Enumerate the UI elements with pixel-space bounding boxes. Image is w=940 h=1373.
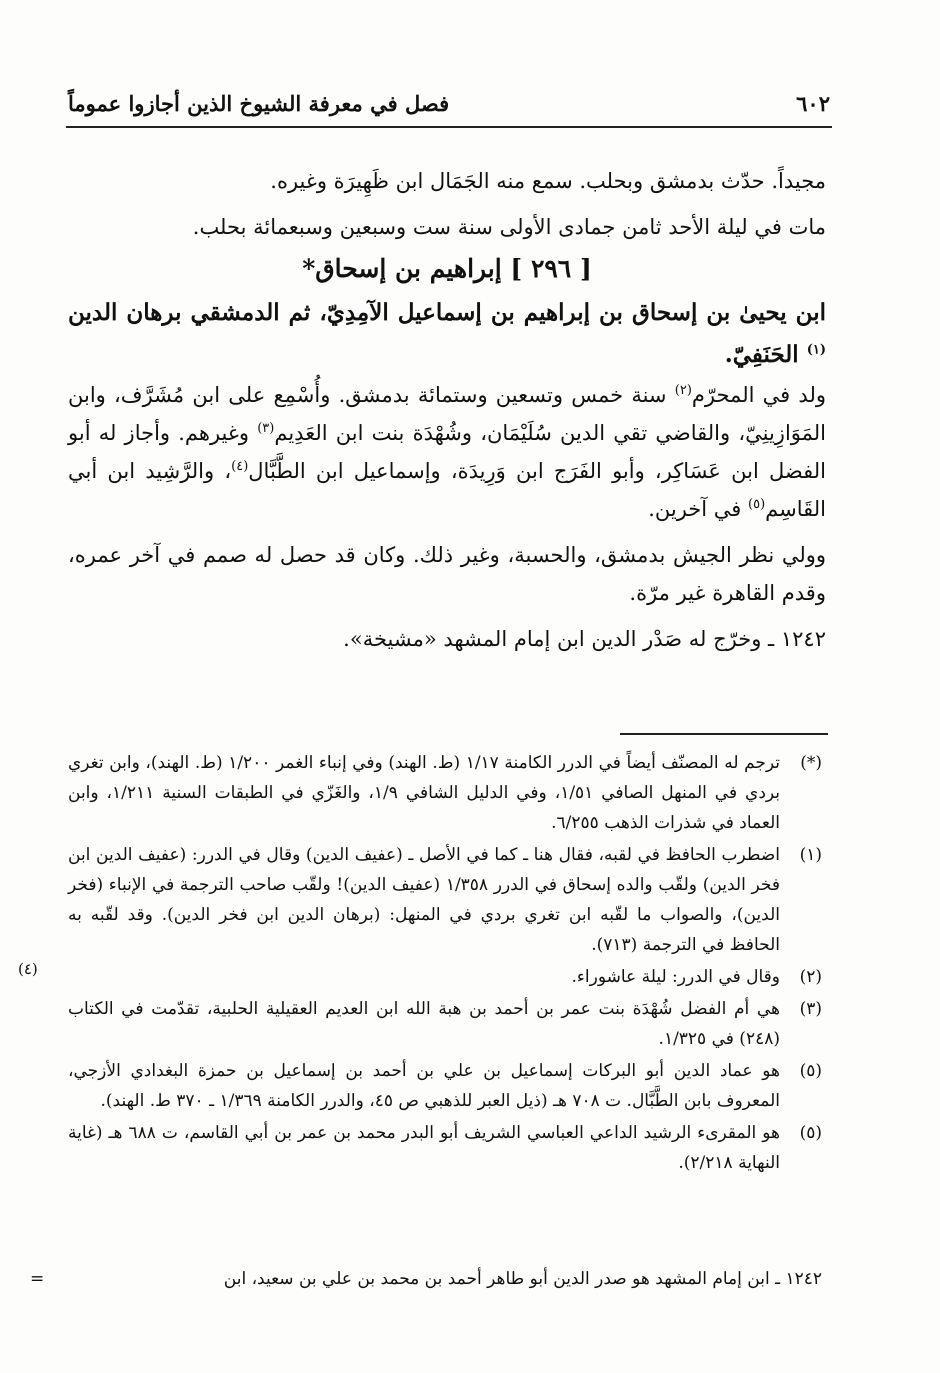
footnote-item [68,840,822,960]
footnote-ref-3: (٣) [257,421,275,436]
paragraph-3 [68,376,826,528]
entry-name-nisba: الحَنَفِيّ. [724,341,799,368]
footnote-rule [620,733,828,735]
main-text [68,162,826,658]
paragraph-3-part-e: في آخرين. [648,497,742,521]
entry-title: [ ٢٩٦ ] إبراهيم بن إسحاق* [302,254,592,283]
footnote-ref-5: (٥) [748,497,766,512]
footnote-text: ترجم له المصنّف أيضاً في الدرر الكامنة ١/١٧ (ط. الهند) وفي إنباء الغمر ١/٢٠٠ (ط. الهند)، وابن تغري بردي في المنهل الصافي ١/٥١، وفي الدليل الشافي ١/٩، والغَزّي في الطبقات السنية ١/٢١١، وابن العماد في شذرات الذهب ٦/٢٥٥. [68,753,781,833]
page-number: ٦٠٢ [796,90,830,116]
header-rule [66,126,832,128]
running-title: فصل في معرفة الشيوخ الذين أجازوا عموماً [68,90,450,116]
footnote-number: (٢) [799,967,822,987]
footnote-text: وقال في الدرر: ليلة عاشوراء. [571,967,780,987]
footnotes [68,748,822,1180]
footnote-number: (٥) [799,1123,822,1143]
footnote-number: (١) [799,845,822,865]
footnote-ref-2: (٢) [674,383,692,398]
footnote-text: اضطرب الحافظ في لقبه، فقال هنا ـ كما في الأصل ـ (عفيف الدين) وقال في الدرر: (عفيف الدين ابن فخر الدين) ولقّب والده إسحاق في الدرر ١/٣٥٨ (عفيف الدين)! ولقّب صاحب الترجمة في الإنباء (فخر الدين)، والصواب ما لقّبه ابن تغري بردي في المنهل: (برهان الدين ابن فخر الدين). وقد لقّبه به الحافظ في الترجمة (٧١٣). [68,845,780,955]
footnote-number: (٥) [799,1061,822,1081]
footnote-ref-1: (١) [806,342,826,358]
page-header [68,82,830,124]
paragraph-1: مجيداً. حدّث بدمشق وبحلب. سمع منه الجَمَال ابن ظَهِيرَة وغيره. [270,169,826,193]
continuation-mark: = [30,1269,45,1289]
footnote-item [68,1056,822,1116]
footnote-item [68,962,822,992]
margin-footnote-number: (٤) [18,960,38,978]
footnote-continuation: ١٢٤٢ ـ ابن إمام المشهد هو صدر الدين أبو طاهر أحمد بن محمد بن علي بن سعيد، ابن [223,1269,822,1289]
entry-name [68,292,826,376]
footnote-text: هو المقرىء الرشيد الداعي العباسي الشريف أبو البدر محمد بن عمر بن أبي القاسم، ت ٦٨٨ هـ (غاية النهاية ٢/٢١٨). [68,1123,780,1173]
paragraph-3-part-c: وغيرهم. وأجاز له أبو الفضل ابن عَسَاكِر، وأبو الفَرَج ابن وَرِيدَة، وإسماعيل ابن الطَّبَّال [68,421,826,483]
footnote-number: (٣) [799,999,822,1019]
entry-name-text: ابن يحيىٰ بن إسحاق بن إبراهيم بن إسماعيل الآمِدِيّ، ثم الدمشقي برهان الدين [68,299,826,326]
footnote-item [68,1118,822,1178]
paragraph-3-part-d: ، والرَّشِيد ابن أبي القَاسِم [68,459,826,521]
paragraph-2: مات في ليلة الأحد ثامن جمادى الأولى سنة ست وسبعين وسبعمائة بحلب. [192,215,826,239]
footnote-text: هي أم الفضل شُهْدَة بنت عمر بن أحمد بن هبة الله ابن العديم العقيلية الحلبية، تقدّمت في الكتاب (٢٤٨) في ١/٣٢٥. [68,999,780,1049]
paragraph-3-part-b: سنة خمس وتسعين وستمائة بدمشق. وأُسْمِع على ابن مُشَرَّف، وابن المَوَازِينِيّ، والقاضي تقي الدين سُلَيْمَان، وشُهْدَة بنت ابن العَدِيم [68,383,826,445]
footnote-item [68,748,822,838]
paragraph-4: وولي نظر الجيش بدمشق، والحسبة، وغير ذلك. وكان قد حصل له صمم في آخر عمره، وقدم القاهرة غير مرّة. [68,543,826,605]
footnote-item [68,994,822,1054]
paragraph-3-part-a: ولد في المحرّم [691,383,826,407]
footnote-text: هو عماد الدين أبو البركات إسماعيل بن علي بن أحمد بن إسماعيل بن حمزة البغدادي الأزجي، المعروف بابن الطَّبَّال. ت ٧٠٨ هـ (ذيل العبر للذهبي ص ٤٥، والدرر الكامنة ١/٣٦٩ ـ ٣٧٠ ط. الهند). [68,1061,780,1111]
footnote-ref-4: (٤) [231,459,249,474]
footnote-number: (*) [800,753,822,773]
paragraph-5: ١٢٤٢ ـ وخرّج له صَدْر الدين ابن إمام المشهد «مشيخة». [343,627,826,651]
